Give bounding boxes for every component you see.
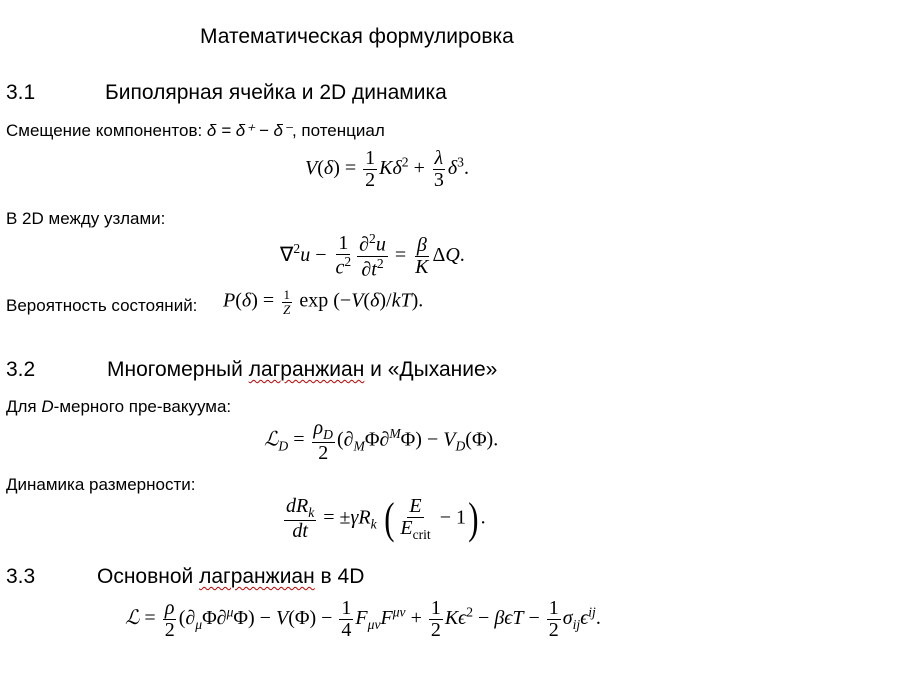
section-3-2-title-wavy: лагранжиан xyxy=(248,358,365,381)
section-3-2-title-pre: Многомерный xyxy=(107,358,249,381)
potential-equation: V(δ) = $\frac{1}{2}$ $K\delta^2$ + $\frac{\lambda}{3}$ $\delta^3$. xyxy=(305,147,469,191)
probability-text: Вероятность состояний: xyxy=(6,296,198,315)
dimension-dynamics-text: Динамика размерности: xyxy=(6,475,196,494)
displacement-line xyxy=(6,121,385,141)
section-3-1-title: Биполярная ячейка и 2D динамика xyxy=(105,81,447,104)
section-3-3-number: 3.3 xyxy=(6,565,36,588)
section-3-3-title-pre: Основной xyxy=(97,565,200,588)
section-3-2-title-post: и «Дыхание» xyxy=(364,358,498,381)
section-3-3-title-wavy: лагранжиан xyxy=(199,565,315,588)
section-3-1-number: 3.1 xyxy=(6,81,36,104)
for-d-post: -мерного пре-вакуума: xyxy=(53,397,232,416)
section-3-3-title xyxy=(97,565,364,589)
page-title: Математическая формулировка xyxy=(200,25,514,48)
between-nodes-text: В 2D между узлами: xyxy=(6,209,166,228)
displacement-post: , потенциал xyxy=(291,121,385,140)
wave-equation: ∇$^2$u − $\frac{1}{c^2}$ $\frac{\partial^2u}{\partial t^2}$ = $\frac{\beta}{K}$ ΔQ. xyxy=(280,231,465,281)
lagrangian-d-equation: ℒ$_D$ = $\frac{\rho_D}{2}$ $(\partial_M\Phi\partial^M\Phi) - V_D(\Phi)$. xyxy=(264,417,499,465)
section-3-2-number: 3.2 xyxy=(6,358,36,381)
for-d-pre: Для xyxy=(6,397,42,416)
probability-equation: P(δ) = $\frac{1}{Z}$ exp (−V(δ)/kT). xyxy=(223,287,424,317)
dimension-equation: $\frac{dR_k}{dt}$ = $\pm\gamma R_k$ ( $\frac{E}{E_{crit}}$ − 1) . xyxy=(286,494,486,544)
section-3-2-title xyxy=(107,358,497,382)
for-d-line xyxy=(6,397,231,417)
displacement-pre: Смещение компонентов: xyxy=(6,121,207,140)
section-3-3-title-post: в 4D xyxy=(314,565,365,588)
main-lagrangian-equation: ℒ = $\frac{\rho}{2}$ $(\partial_\mu\Phi\partial^\mu\Phi) - V(\Phi)$ − $\frac{1}{4}$ $F_{\mu\nu}F^{\mu\nu}$ + $\frac{1}{2}$ $K\epsilon^2 - \beta\epsilon T$ − $\frac{1}{2}$ $\sigma_{ij}\epsilon^{ij}$. xyxy=(125,597,601,641)
for-d-var: D xyxy=(41,397,54,416)
displacement-formula: δ = δ⁺ − δ⁻ xyxy=(206,121,292,140)
